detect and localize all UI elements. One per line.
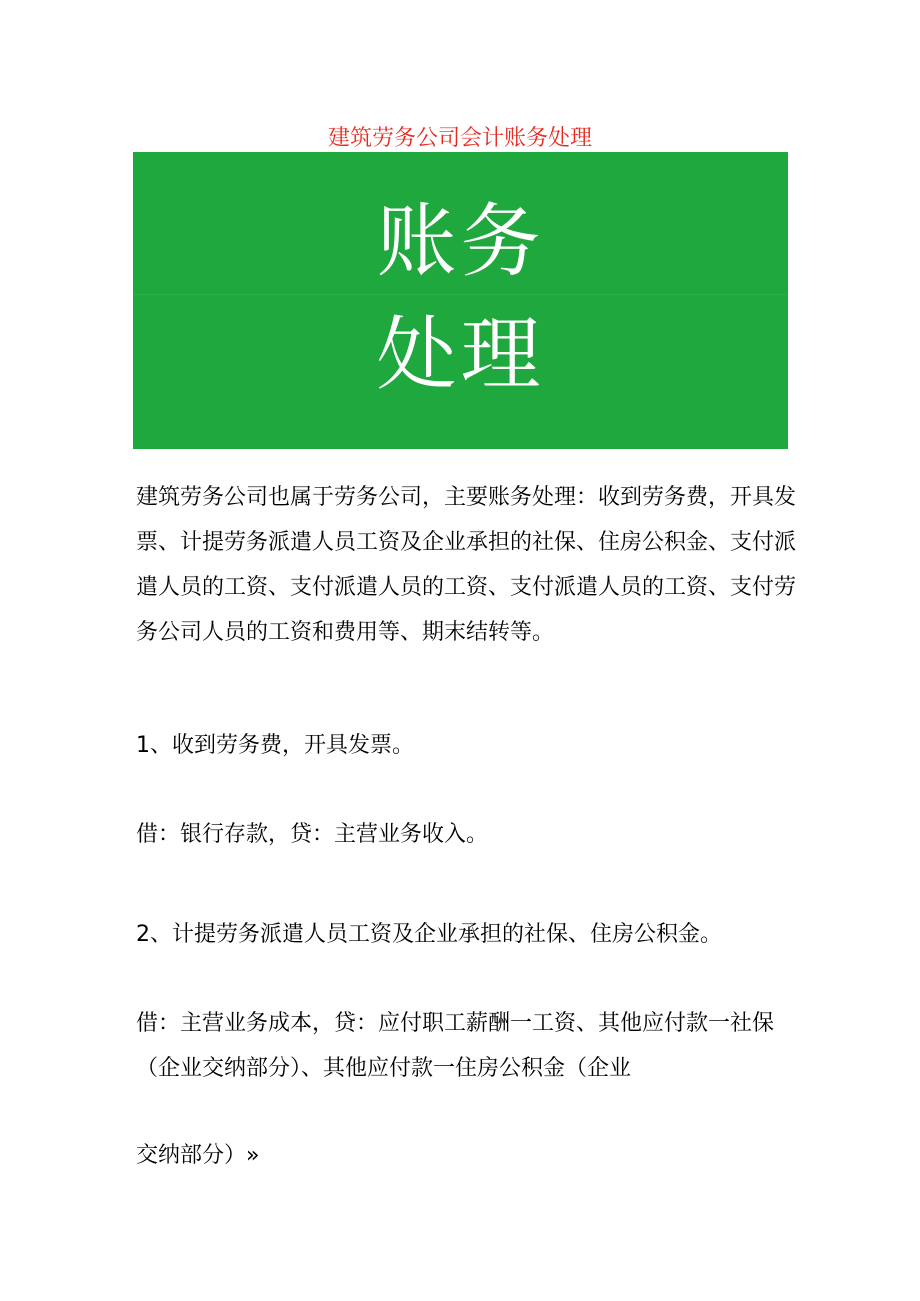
section-1-entry: 借：银行存款，贷：主营业务收入。	[136, 822, 489, 847]
section-2-entry: 借：主营业务成本，贷：应付职工薪酬一工资、其他应付款一社保（企业交纳部分）、其他应付款一住房公积金（企业	[136, 1011, 775, 1081]
document-title: 建筑劳务公司会计账务处理	[327, 126, 592, 151]
banner-divider	[133, 294, 788, 295]
section-2-heading: 2、计提劳务派遣人员工资及企业承担的社保、住房公积金。	[136, 922, 722, 947]
intro-paragraph: 建筑劳务公司也属于劳务公司，主要账务处理：收到劳务费，开具发票、计提劳务派遣人员工资及企业承担的社保、住房公积金、支付派遣人员的工资、支付派遣人员的工资、支付派遣人员的工资、支付劳务公司人员的工资和费用等、期末结转等。	[136, 485, 797, 645]
section-1-heading: 1、收到劳务费，开具发票。	[136, 733, 414, 758]
banner-line-1: 账务	[376, 195, 545, 288]
title-banner	[133, 152, 788, 449]
banner-line-2: 处理	[376, 308, 545, 401]
section-2-entry-tail: 交纳部分）»	[136, 1143, 260, 1168]
